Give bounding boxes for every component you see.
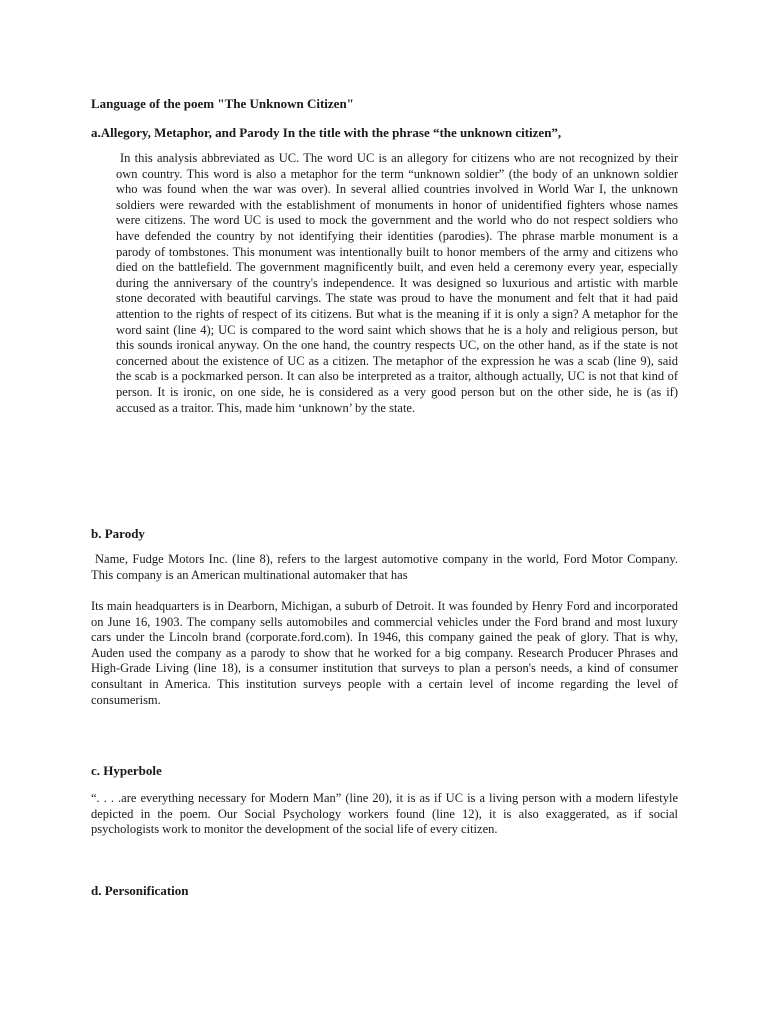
section-c-heading: c. Hyperbole xyxy=(91,763,162,778)
section-b-heading: b. Parody xyxy=(91,526,145,541)
page-title: Language of the poem "The Unknown Citizen" xyxy=(91,96,354,111)
section-b-paragraph-1: Name, Fudge Motors Inc. (line 8), refers to the largest automotive company in the world, Ford Motor Company. This company is an American multinational automaker that has xyxy=(91,552,678,582)
section-b-paragraph-2: Its main headquarters is in Dearborn, Michigan, a suburb of Detroit. It was founded by Henry Ford and incorporated on June 16, 1903. The company sells automobiles and commercial vehicles under the Ford brand and most luxury cars under the Lincoln brand (corporate.ford.com). In 1946, this company gained the peak of glory. That is why, Auden used the company as a parody to show that he worked for a big company. Research Producer Phrases and High-Grade Living (line 18), is a consumer institution that surveys to plan a person's needs, a kind of consumer consultant in America. This institution surveys people with a certain level of income regarding the level of consumerism. xyxy=(91,599,678,707)
section-a-heading: a.Allegory, Metaphor, and Parody In the title with the phrase “the unknown citizen”, xyxy=(91,125,562,140)
section-d-heading: d. Personification xyxy=(91,883,189,898)
section-a-paragraph: In this analysis abbreviated as UC. The word UC is an allegory for citizens who are not recognized by their own country. This word is also a metaphor for the term “unknown soldier” (the body of an unknown soldier who was found when the war was over). In several allied countries involved in World War I, the unknown soldiers were rewarded with the establishment of monuments in honor of unidentified fighters whose names were citizens. The word UC is used to mock the government and the world who do not respect soldiers who have defended the country by not identifying their identities (parodies). The phrase marble monument is a parody of tombstones. This monument was intentionally built to honor members of the army and citizens who died on the battlefield. The government magnificently built, and even held a ceremony every year, especially during the anniversary of the country's independence. It was designed so luxurious and artistic with marble stone decorated with beautiful carvings. The state was proud to have the monument and felt that it had paid attention to the rights of respect of its citizens. But what is the meaning if it is only a sign? A metaphor for the word saint (line 4); UC is compared to the word saint which shows that he is a holy and religious person, but this sounds ironical anyway. On the one hand, the country respects UC, on the other hand, as if the state is not concerned about the existence of UC as a citizen. The metaphor of the expression he was a scab (line 9), said the scab is a pockmarked person. It can also be interpreted as a traitor, although actually, UC is not that kind of person. It is ironic, on one side, he is considered as a very good person but on the other side, he is (as if) accused as a traitor. This, made him ‘unknown’ by the state. xyxy=(116,151,678,415)
section-c-paragraph: “. . . .are everything necessary for Modern Man” (line 20), it is as if UC is a living person with a modern lifestyle depicted in the poem. Our Social Psychology workers found (line 12), it is also exaggerated, as if social psychologists work to monitor the development of the social life of every citizen. xyxy=(91,791,678,837)
